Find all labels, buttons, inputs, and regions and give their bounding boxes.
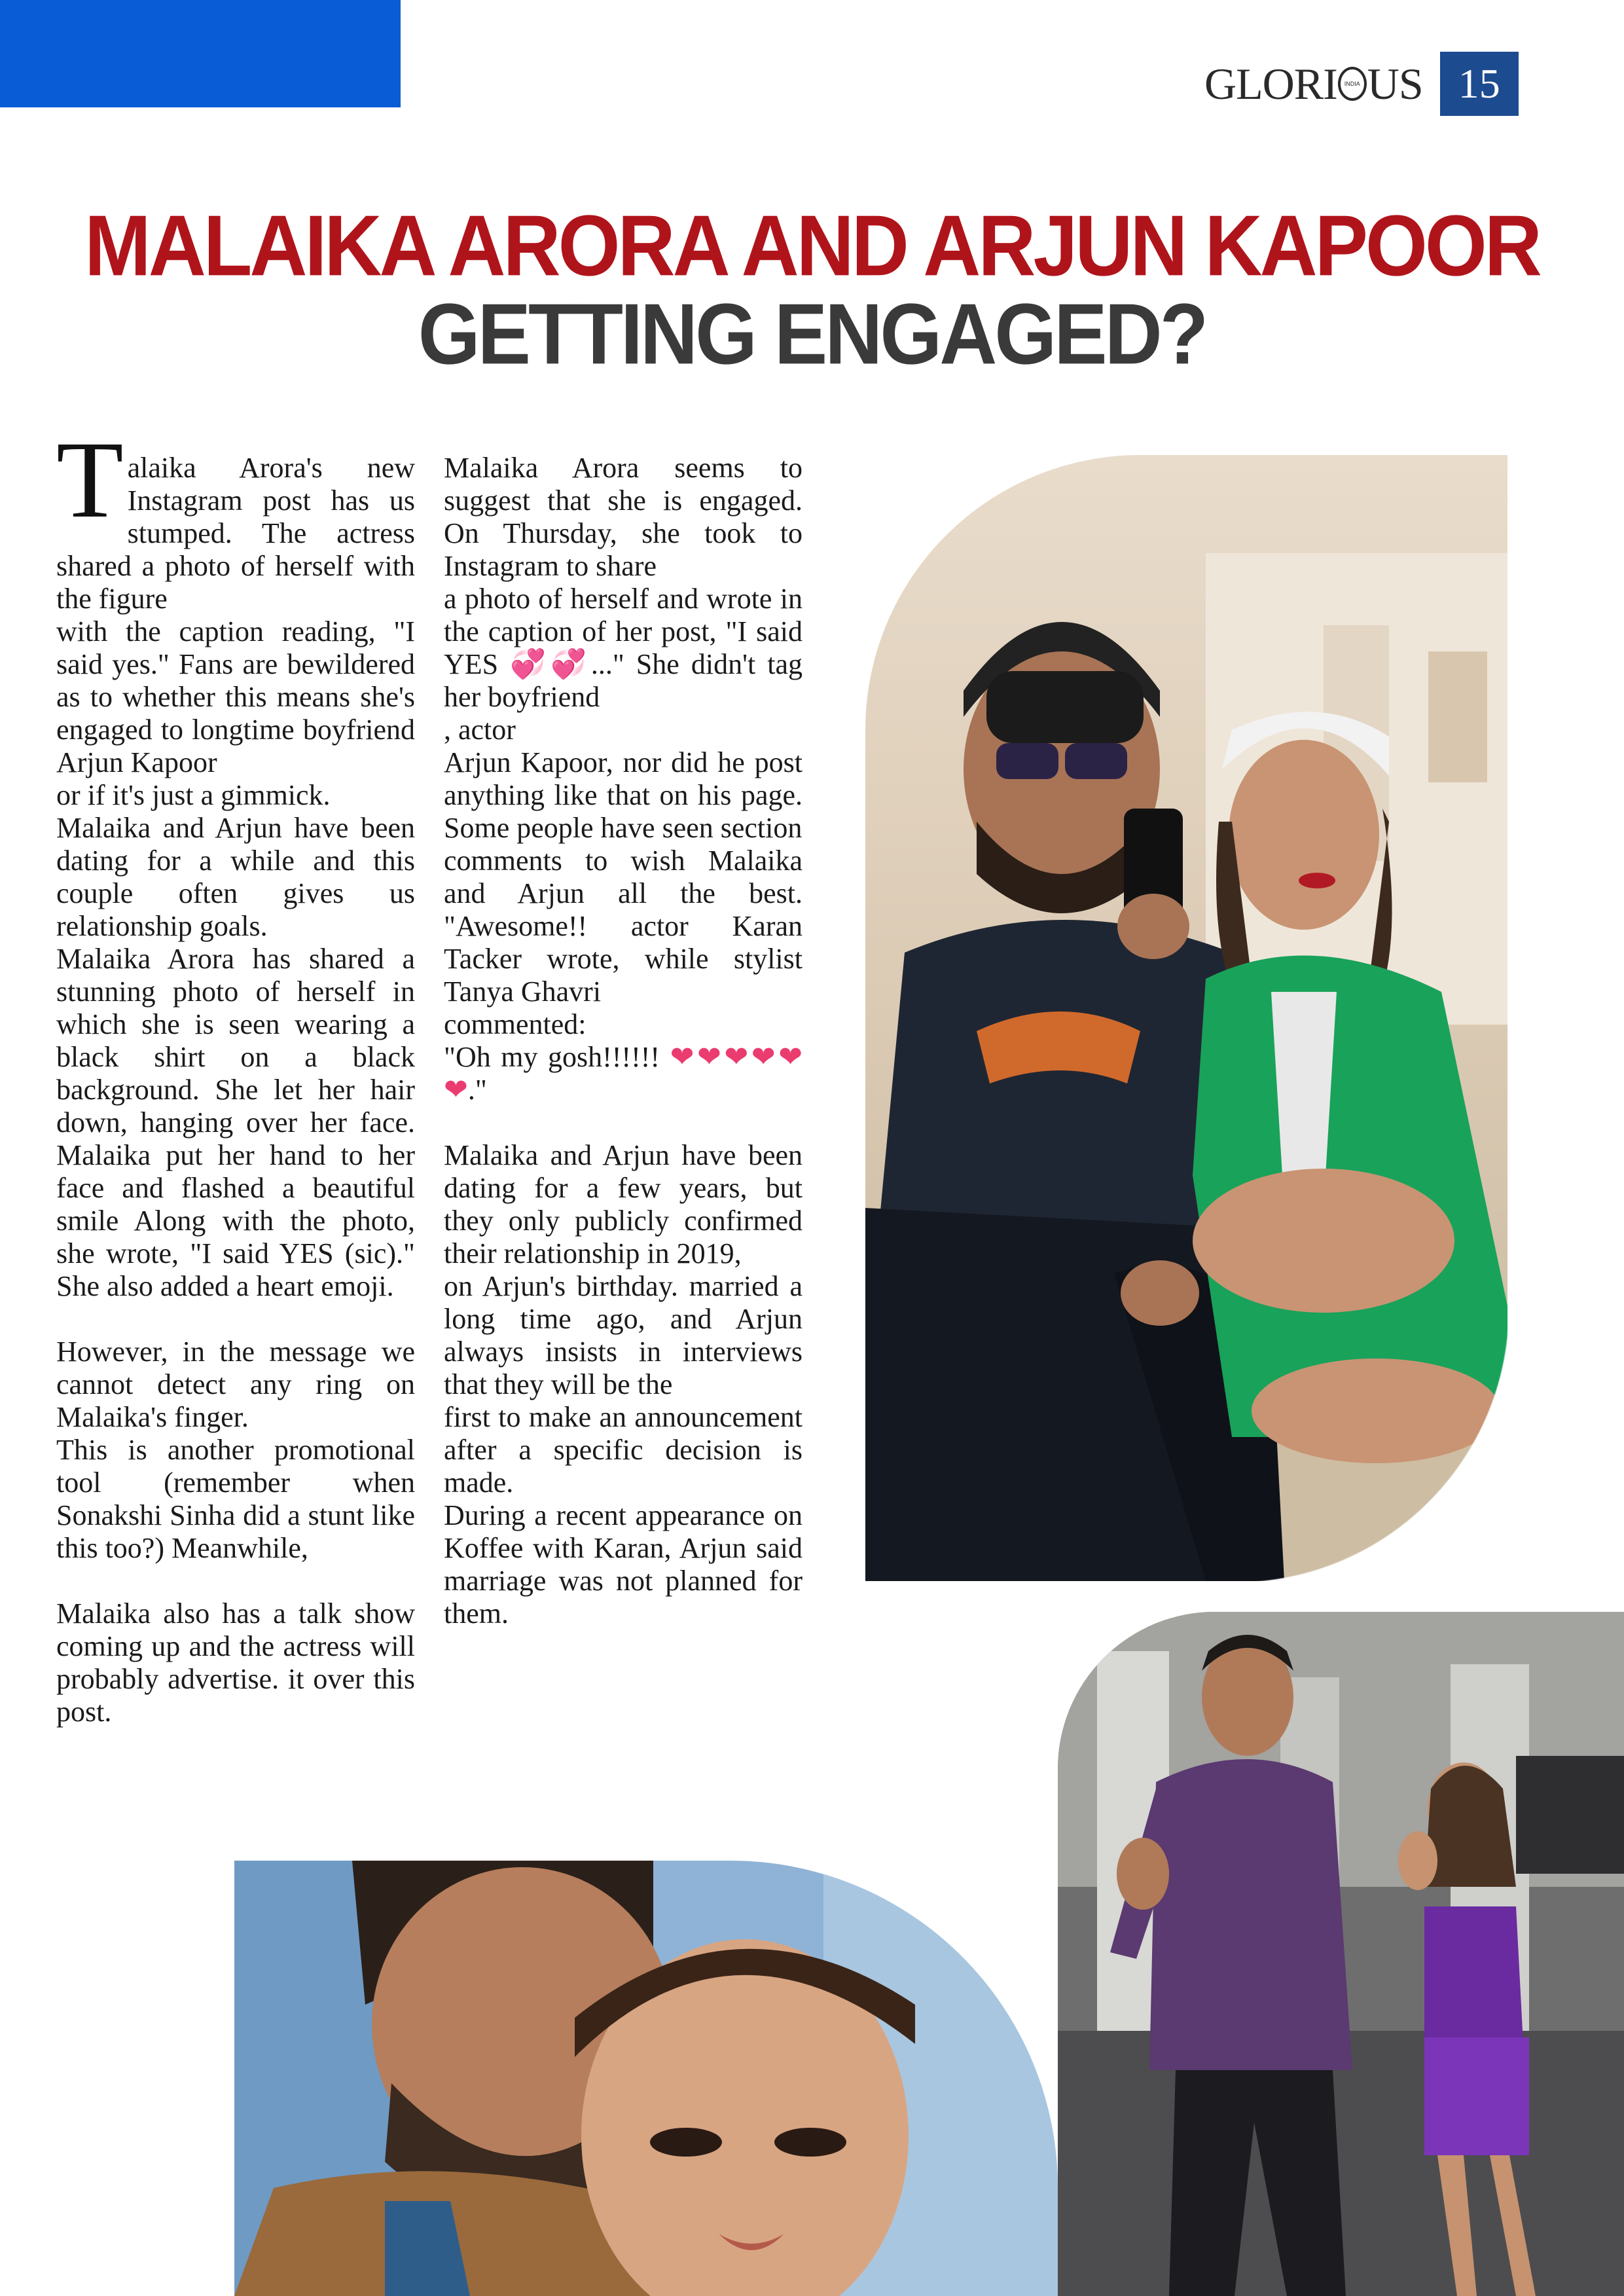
brand-logo-o bbox=[1338, 67, 1367, 101]
couple-selfie-photo bbox=[865, 455, 1507, 1581]
paragraph: Talaika Arora's new Instagram post has us stumped. The actress shared a photo of herself with the figure bbox=[56, 419, 415, 615]
page-number: 15 bbox=[1440, 52, 1519, 116]
paragraph: with the caption reading, "I said yes." Fans are bewildered as to whether this means she's engaged to longtime boyfriend Arjun Kapoor bbox=[56, 615, 415, 778]
paragraph: on Arjun's birthday. married a long time ago, and Arjun always insists in interviews that they will be the bbox=[444, 1270, 803, 1400]
couple-event-photo bbox=[1058, 1612, 1624, 2296]
couple-closeup-photo bbox=[234, 1861, 1058, 2296]
drop-cap: T bbox=[56, 419, 124, 541]
brand-logo-subtext: INDIA bbox=[1344, 81, 1360, 87]
paragraph: a photo of herself and wrote in the caption of her post, "I said YES 💞💞..." She didn't tag her boyfriend bbox=[444, 583, 803, 713]
paragraph: first to make an announcement after a specific decision is made. bbox=[444, 1401, 803, 1499]
article-column-1 bbox=[56, 419, 415, 1728]
paragraph: "Oh my gosh!!!!!! ❤❤❤❤❤❤." bbox=[444, 1041, 803, 1106]
hearts-emoji: 💞💞 bbox=[510, 648, 591, 680]
paragraph: Malaika and Arjun have been dating for a few years, but they only publicly confirmed their relationship in 2019, bbox=[444, 1139, 803, 1269]
article-column-2 bbox=[444, 452, 803, 1630]
red-hearts-emoji: ❤❤❤❤❤❤ bbox=[444, 1041, 803, 1106]
paragraph: Malaika Arora seems to suggest that she is engaged. On Thursday, she took to Instagram to share bbox=[444, 452, 803, 582]
paragraph: Malaika and Arjun have been dating for a while and this couple often gives us relationship goals. bbox=[56, 812, 415, 942]
paragraph: However, in the message we cannot detect any ring on Malaika's finger. bbox=[56, 1336, 415, 1433]
brand-logo: GLORI INDIA US bbox=[1204, 59, 1423, 109]
paragraph: , actor bbox=[444, 714, 516, 746]
masthead bbox=[1204, 51, 1519, 117]
paragraph: Malaika also has a talk show coming up and the actress will probably advertise. it over this post. bbox=[56, 1597, 415, 1728]
paragraph: comments to wish Malaika and Arjun all the best. "Awesome!! actor Karan Tacker wrote, while stylist Tanya Ghavri bbox=[444, 845, 803, 1008]
headline-line-2: GETTING ENGAGED? bbox=[418, 285, 1206, 382]
corner-accent-block bbox=[0, 0, 401, 107]
paragraph: Arjun Kapoor, nor did he post anything like that on his page. Some people have seen section bbox=[444, 746, 803, 844]
headline-line-1: MALAIKA ARORA AND ARJUN KAPOOR bbox=[84, 197, 1540, 294]
paragraph: Malaika Arora has shared a stunning photo of herself in which she is seen wearing a black shirt on a black background. She let her hair down, hanging over her face. Malaika put her hand to her face and flashed a beautiful smile Along with the photo, she wrote, "I said YES (sic)." She also added a heart emoji. bbox=[56, 943, 415, 1302]
paragraph: During a recent appearance on Koffee with Karan, Arjun said marriage was not planned for them. bbox=[444, 1499, 803, 1630]
paragraph: commented: bbox=[444, 1008, 586, 1040]
paragraph: or if it's just a gimmick. bbox=[56, 779, 331, 811]
paragraph: This is another promotional tool (remember when Sonakshi Sinha did a stunt like this too?) Meanwhile, bbox=[56, 1434, 415, 1564]
